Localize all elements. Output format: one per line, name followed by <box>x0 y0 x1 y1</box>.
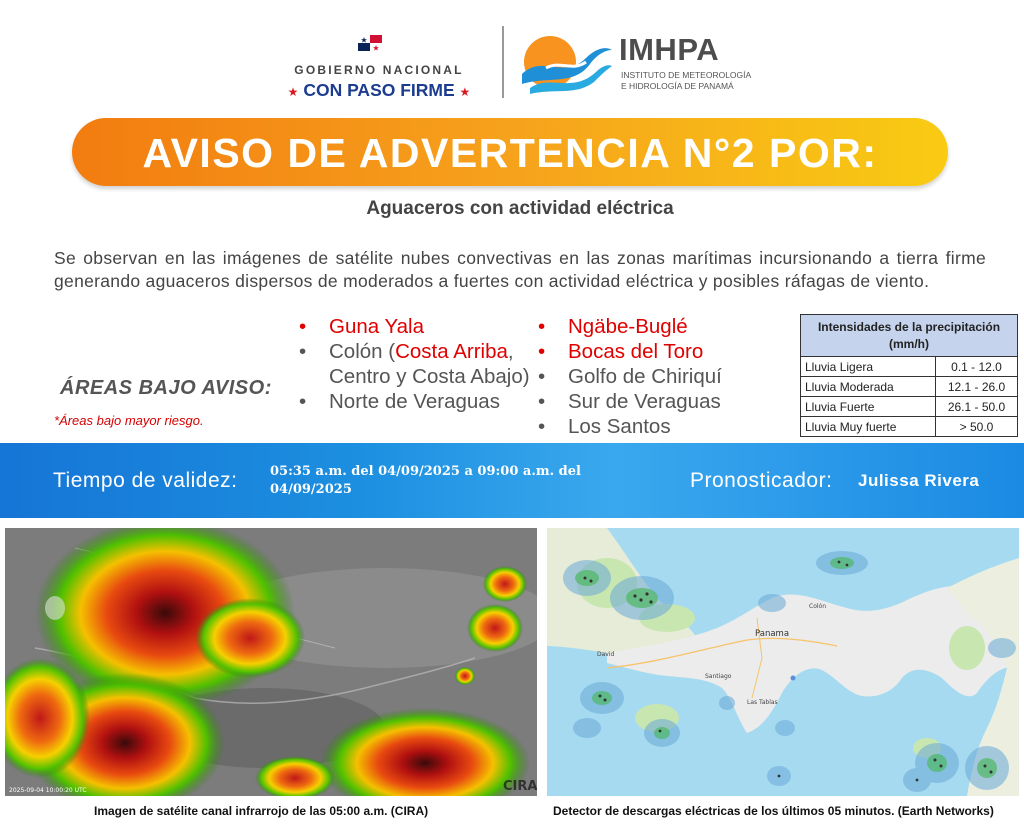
imhpa-logo-icon <box>520 32 612 96</box>
list-item <box>538 364 788 389</box>
intensity-label: Lluvia Muy fuerte <box>801 417 936 437</box>
bullet: • <box>538 340 546 363</box>
header-divider <box>502 26 504 98</box>
lightning-map <box>547 528 1019 796</box>
gov-line2: CON PASO FIRME <box>303 80 455 100</box>
table-row <box>801 357 1018 377</box>
area-colon-c: , Centro y Costa Abajo) <box>329 340 530 388</box>
intensity-value: > 50.0 <box>936 417 1018 437</box>
area-colon-a: Colón ( <box>329 340 396 363</box>
bullet: • <box>538 415 546 438</box>
satellite-image <box>5 528 537 796</box>
intensity-value: 26.1 - 50.0 <box>936 397 1018 417</box>
map-label-colon: Colón <box>809 603 827 610</box>
area-los-santos: Los Santos <box>568 415 671 438</box>
warning-subtitle: Aguaceros con actividad eléctrica <box>366 198 674 219</box>
bullet: • <box>299 340 307 363</box>
intensity-label: Lluvia Moderada <box>801 377 936 397</box>
bullet: • <box>538 315 546 338</box>
warning-title: AVISO DE ADVERTENCIA N°2 POR: <box>142 130 878 176</box>
validity-label: Tiempo de validez: <box>53 469 238 492</box>
map-marker-icon <box>791 676 796 681</box>
bullet: • <box>538 365 546 388</box>
star-icon: ★ <box>459 85 471 99</box>
area-sur-veraguas: Sur de Veraguas <box>568 390 721 413</box>
list-item <box>538 389 788 414</box>
areas-note: *Áreas bajo mayor riesgo. <box>54 413 204 428</box>
intensity-label: Lluvia Fuerte <box>801 397 936 417</box>
area-costa-arriba: Costa Arriba <box>395 340 508 363</box>
map-label-las-tablas: Las Tablas <box>747 699 778 706</box>
header <box>0 24 1024 102</box>
map-render <box>547 528 1019 796</box>
area-guna-yala: Guna Yala <box>329 315 424 338</box>
satellite-render <box>5 528 537 796</box>
areas-title: ÁREAS BAJO AVISO: <box>60 377 272 399</box>
institute-subtitle-2: E HIDROLOGÍA DE PANAMÁ <box>621 81 734 91</box>
list-item <box>299 339 535 389</box>
star-icon: ★ <box>287 85 299 99</box>
map-label-david: David <box>597 651 615 658</box>
intensity-value: 0.1 - 12.0 <box>936 357 1018 377</box>
list-item <box>538 414 788 439</box>
intensity-value: 12.1 - 26.0 <box>936 377 1018 397</box>
map-label-panama: Panama <box>755 629 790 639</box>
government-logo <box>272 32 486 102</box>
satellite-brand: CIRA <box>503 779 537 794</box>
caption-map: Detector de descargas eléctricas de los últimos 05 minutos. (Earth Networks) <box>553 804 994 818</box>
map-label-santiago: Santiago <box>705 673 732 680</box>
area-golfo-chiriqui: Golfo de Chiriquí <box>568 365 722 388</box>
bullet: • <box>538 390 546 413</box>
area-bocas-del-toro: Bocas del Toro <box>568 340 704 363</box>
list-item <box>538 314 788 339</box>
table-row <box>801 417 1018 437</box>
panama-flag-icon <box>358 35 382 51</box>
forecaster-name: Julissa Rivera <box>858 471 980 490</box>
areas-list-2 <box>538 314 788 439</box>
gov-slogan <box>272 80 486 101</box>
institute-subtitle-1: INSTITUTO DE METEOROLOGÍA <box>621 70 752 80</box>
areas-list-1 <box>299 314 535 414</box>
bullet: • <box>299 315 307 338</box>
area-norte-veraguas: Norte de Veraguas <box>329 390 500 413</box>
list-item <box>299 314 535 339</box>
warning-description: Se observan en las imágenes de satélite nubes convectivas en las zonas marítimas incursionando a tierra firme generando aguaceros dispersos de moderados a fuertes con actividad eléctrica y posibles ráfagas de viento. <box>54 248 986 291</box>
intensity-table <box>800 314 1018 437</box>
caption-satellite: Imagen de satélite canal infrarrojo de las 05:00 a.m. (CIRA) <box>94 804 429 818</box>
validity-value: 05:35 a.m. del 04/09/2025 a 09:00 a.m. del 04/09/2025 <box>270 464 581 497</box>
validity-bar <box>0 443 1024 518</box>
list-item <box>299 389 535 414</box>
table-row <box>801 397 1018 417</box>
area-colon <box>329 340 530 388</box>
table-row <box>801 377 1018 397</box>
satellite-timestamp: 2025-09-04 10:00:20 UTC <box>9 787 87 794</box>
gov-line1: GOBIERNO NACIONAL <box>294 63 464 77</box>
institute-name: IMHPA <box>619 32 720 67</box>
list-item <box>538 339 788 364</box>
area-ngabe-bugle: Ngäbe-Buglé <box>568 315 688 338</box>
intensity-label: Lluvia Ligera <box>801 357 936 377</box>
forecaster-label: Pronosticador: <box>690 469 833 492</box>
bullet: • <box>299 390 307 413</box>
warning-banner <box>72 118 948 186</box>
intensity-table-header: Intensidades de la precipitación (mm/h) <box>801 315 1018 357</box>
